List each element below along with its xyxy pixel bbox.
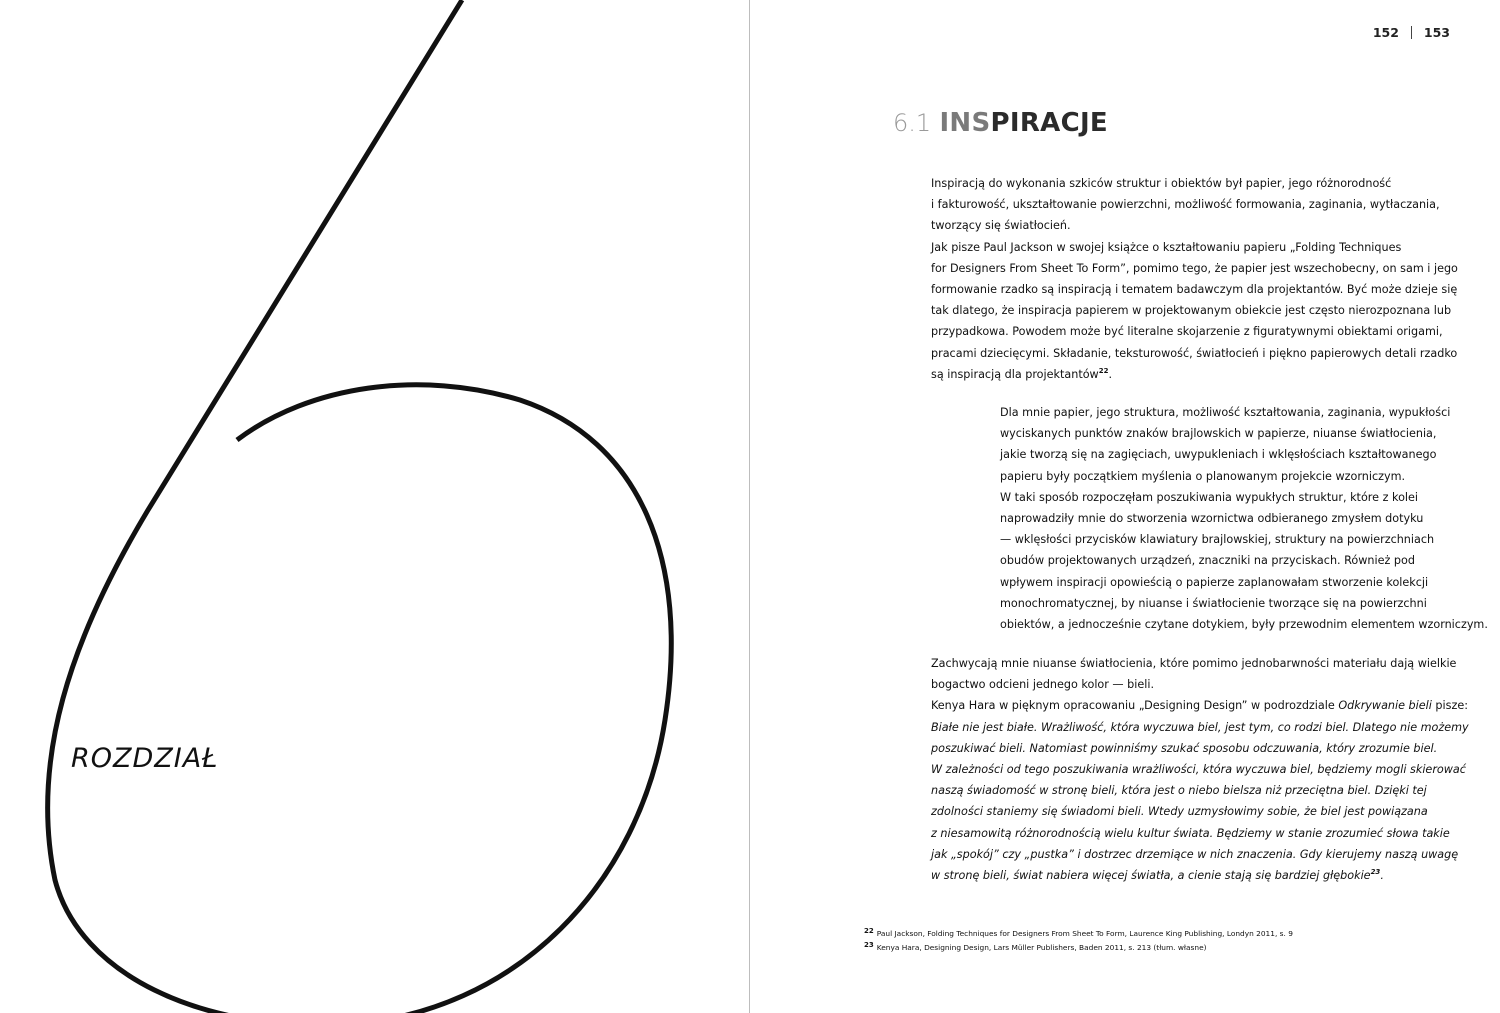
chapter-label: ROZDZIAŁ [71,743,219,774]
italic-quote-line: zdolności staniemy się świadomi bieli. Wtedy uzmysłowimy sobie, że biel jest powiązana [931,805,1428,819]
paragraph-kenya-hara [931,653,1469,886]
text-line: for Designers From Sheet To Form”, pomimo tego, że papier jest wszechobecny, on sam i jego [931,261,1458,275]
text-fragment: pisze: [1431,699,1468,713]
footnote-text: Kenya Hara, Designing Design, Lars Müller Publishers, Baden 2011, s. 213 (tłum. własne) [876,942,1207,952]
text-line: Jak pisze Paul Jackson w swojej książce o kształtowaniu papieru „Folding Techniques [931,240,1402,254]
indented-quote [1000,402,1488,635]
italic-quote-line-with-footnote [931,865,1469,886]
quote-line: papieru były początkiem myślenia o planowanym projekcie wzorniczym. [1000,469,1406,483]
italic-quote-line: poszukiwać bieli. Natomiast powinniśmy szukać sposobu odczuwania, który zrozumie biel. [931,741,1438,755]
text-line: i fakturowość, ukształtowanie powierzchni, możliwość formowania, zaginania, wytłaczania, [931,198,1440,212]
text-line: bogactwo odcieni jednego kolor — bieli. [931,678,1155,692]
page-numbers [1373,25,1450,40]
footnote-22 [864,926,1293,940]
section-title [939,108,1108,138]
paragraph-intro [931,173,1458,385]
footnote-23 [864,940,1293,954]
text-line-with-footnote [931,364,1458,385]
footnote-text: Paul Jackson, Folding Techniques for Designers From Sheet To Form, Laurence King Publishing, Londyn 2011, s. 9 [876,929,1293,938]
numeral-6-icon [0,0,749,1013]
quote-line: wpływem inspiracji opowieścią o papierze zaplanowałam stworzenie kolekcji [1000,575,1429,589]
footnote-number: 22 [864,927,874,935]
text-fragment: . [1380,869,1384,883]
page-number-right: 153 [1423,25,1450,40]
page-number-left: 152 [1372,25,1399,40]
quote-line: Dla mnie papier, jego struktura, możliwość kształtowania, zaginania, wypukłości [1000,406,1451,419]
text-line: tworzący się światłocień. [931,219,1071,233]
quote-line: naprowadziły mnie do stworzenia wzornictwa odbieranego zmysłem dotyku [1000,512,1424,526]
footnote-ref-23[interactable]: 23 [1370,868,1381,877]
italic-quote-line: jak „spokój” czy „pustka” i dostrzec drzemiące w nich znaczenia. Gdy kierujemy naszą uwagę [931,847,1459,861]
text-line: przypadkowa. Powodem może być literalne skojarzenie z figuratywnymi obiektami origami, [931,325,1443,339]
page-number-separator [1411,26,1412,39]
text-line-mixed [931,695,1469,716]
quote-line: W taki sposób rozpoczęłam poszukiwania wypukłych struktur, które z kolei [1000,490,1419,504]
page-gutter-divider [749,0,750,1013]
quote-line: — wklęsłości przycisków klawiatury brajlowskiej, struktury na powierzchniach [1000,533,1435,547]
text-line: pracami dziecięcymi. Składanie, teksturowość, światłocień i piękno papierowych detali rzadko [931,346,1458,360]
italic-quote-line: z niesamowitą różnorodnością wielu kultur świata. Będziemy w stanie zrozumieć słowa takie [931,826,1450,840]
text-line: Inspiracją do wykonania szkiców struktur i obiektów był papier, jego różnorodność [931,177,1392,190]
italic-quote-line: Białe nie jest białe. Wrażliwość, która wyczuwa biel, jest tym, co rodzi biel. Dlatego nie możemy [931,720,1469,734]
section-number: 6.1 [893,109,932,137]
footnote-number: 23 [864,940,874,949]
text-line: tak dlatego, że inspiracja papierem w projektowanym obiekcie jest często nierozpoznana lub [931,304,1452,318]
italic-quote-line: naszą świadomość w stronę bieli, która jest o niebo bielsza niż przeciętna biel. Dzięki tej [931,784,1427,798]
quote-line: obudów projektowanych urządzeń, znaczniki na przyciskach. Również pod [1000,554,1415,568]
section-heading [893,106,1108,140]
quote-line: wyciskanych punktów znaków brajlowskich w papierze, niuanse światłocienia, [1000,427,1437,441]
footnote-ref-22[interactable]: 22 [1098,366,1109,375]
text-fragment: Kenya Hara w pięknym opracowaniu „Designing Design” w podrozdziale [931,699,1339,713]
italic-quote-line: W zależności od tego poszukiwania wrażliwości, która wyczuwa biel, będziemy mogli skierować [931,763,1466,777]
quote-line: jakie tworzą się na zagięciach, uwypukleniach i wklęsłościach kształtowanego [1000,448,1437,462]
section-title-part2: PIRACJE [990,108,1108,138]
quote-line: obiektów, a jednocześnie czytane dotykiem, były przewodnim elementem wzorniczym. [1000,618,1488,632]
text-line: formowanie rzadko są inspiracją i tematem badawczym dla projektantów. Być może dzieje się [931,283,1458,297]
footnotes [864,926,1293,953]
book-subsection-title: Odkrywanie bieli [1338,699,1432,713]
text-line: Zachwycają mnie niuanse światłocienia, które pomimo jednobarwności materiału dają wielkie [931,657,1457,670]
text-fragment: są inspiracją dla projektantów [931,367,1099,381]
text-fragment: . [1108,367,1113,381]
section-title-part1: INS [939,108,991,138]
quote-line: monochromatycznej, by niuanse i światłocienie tworzące się na powierzchni [1000,596,1427,610]
text-fragment: w stronę bieli, świat nabiera więcej światła, a cienie stają się bardziej głębokie [931,869,1371,883]
